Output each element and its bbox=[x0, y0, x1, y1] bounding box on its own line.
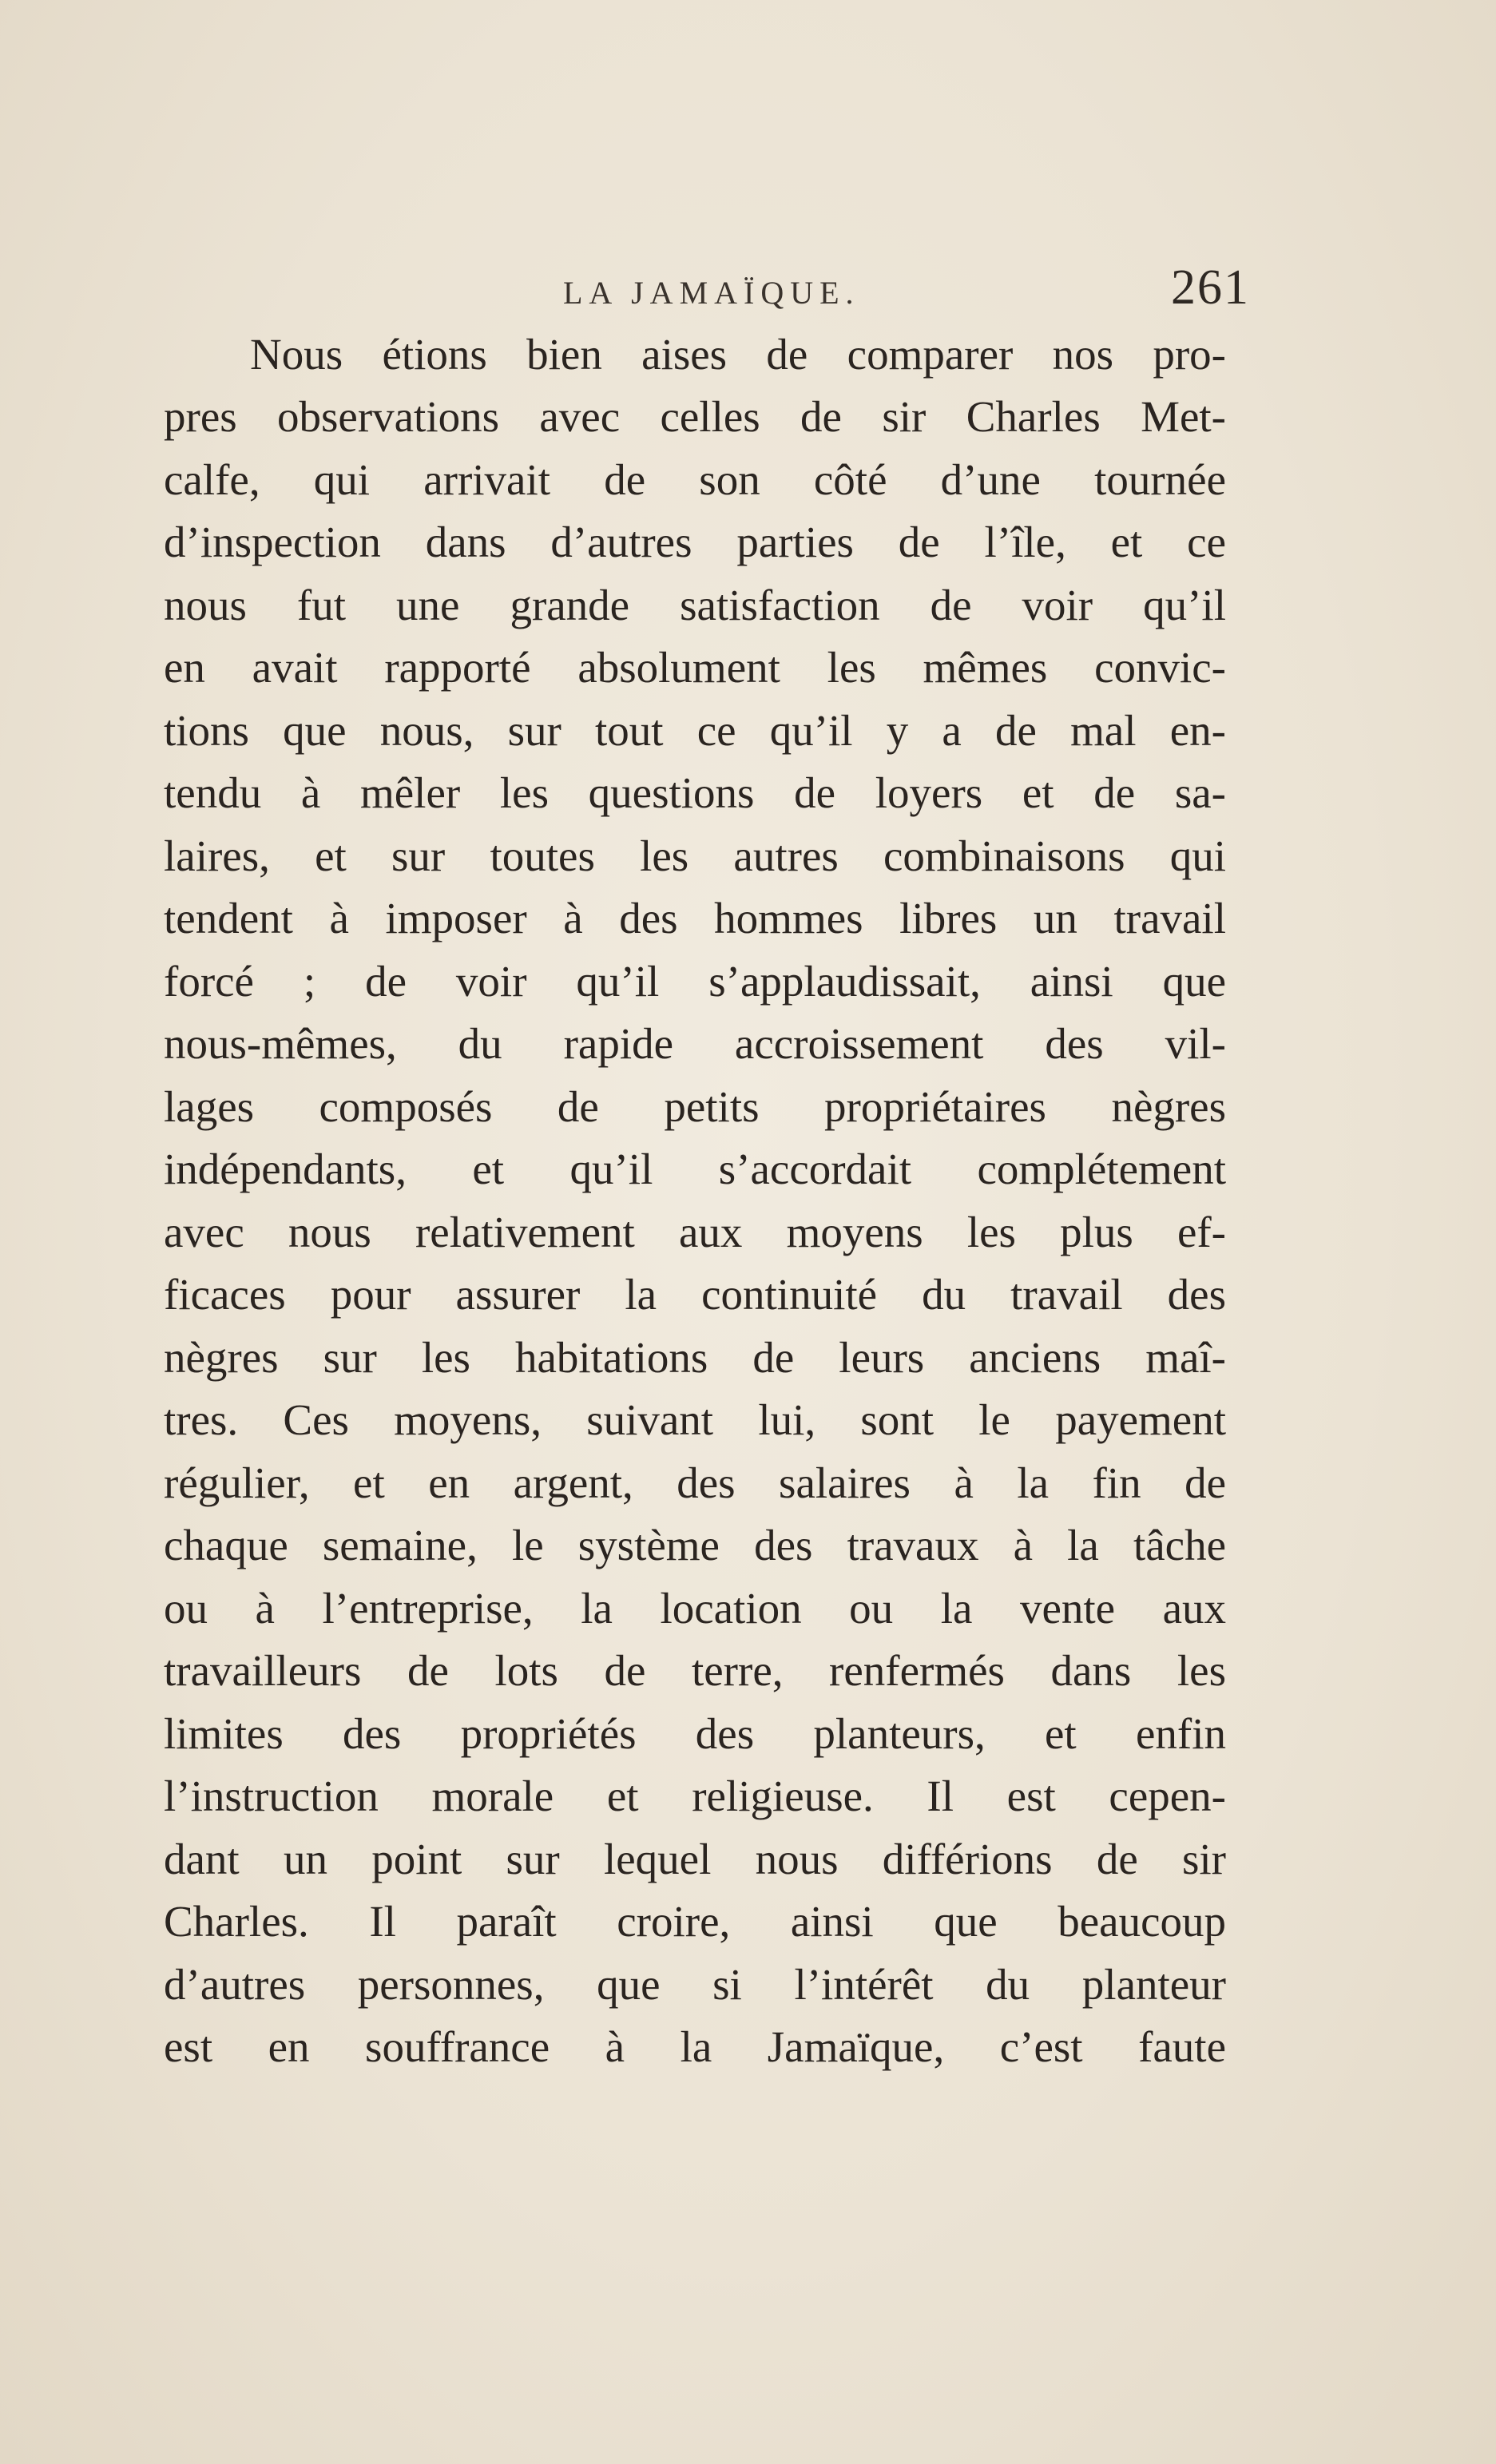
text-line: nègres sur les habitations de leurs anciens maî- bbox=[164, 1333, 1226, 1382]
text-line: lages composés de petits propriétaires nègres bbox=[164, 1082, 1226, 1131]
text-line: limites des propriétés des planteurs, et enfin bbox=[164, 1709, 1226, 1758]
text-line: d’autres personnes, que si l’intérêt du planteur bbox=[164, 1960, 1226, 2009]
text-line: régulier, et en argent, des salaires à la fin de bbox=[164, 1458, 1226, 1507]
text-line: Charles. Il paraît croire, ainsi que beaucoup bbox=[164, 1897, 1226, 1946]
text-line: forcé ; de voir qu’il s’applaudissait, ainsi que bbox=[164, 957, 1226, 1006]
text-line: tres. Ces moyens, suivant lui, sont le payement bbox=[164, 1395, 1226, 1444]
text-line: travailleurs de lots de terre, renfermés dans les bbox=[164, 1646, 1226, 1695]
page-number: 261 bbox=[1171, 260, 1250, 315]
text-line: ou à l’entreprise, la location ou la vente aux bbox=[164, 1584, 1226, 1633]
text-line: nous-mêmes, du rapide accroissement des vil- bbox=[164, 1019, 1226, 1068]
text-line: pres observations avec celles de sir Charles Met- bbox=[164, 392, 1226, 441]
text-line: chaque semaine, le système des travaux à la tâche bbox=[164, 1521, 1226, 1569]
text-line: en avait rapporté absolument les mêmes convic- bbox=[164, 643, 1226, 692]
text-line: Nous étions bien aises de comparer nos pro- bbox=[250, 330, 1226, 379]
text-line: nous fut une grande satisfaction de voir qu’il bbox=[164, 581, 1226, 629]
text-line: d’inspection dans d’autres parties de l’île, et ce bbox=[164, 518, 1226, 566]
text-line: avec nous relativement aux moyens les plus ef- bbox=[164, 1208, 1226, 1256]
text-line: laires, et sur toutes les autres combinaisons qui bbox=[164, 831, 1226, 880]
text-line: calfe, qui arrivait de son côté d’une tournée bbox=[164, 455, 1226, 504]
text-line: indépendants, et qu’il s’accordait complétement bbox=[164, 1145, 1226, 1193]
text-line: tions que nous, sur tout ce qu’il y a de mal en- bbox=[164, 706, 1226, 755]
running-title: LA JAMAÏQUE. bbox=[563, 275, 860, 311]
running-head bbox=[164, 260, 1250, 331]
text-line: est en souffrance à la Jamaïque, c’est faute bbox=[164, 2022, 1226, 2071]
text-line: tendu à mêler les questions de loyers et de sa- bbox=[164, 768, 1226, 817]
text-line: dant un point sur lequel nous différions de sir bbox=[164, 1835, 1226, 1883]
text-line: ficaces pour assurer la continuité du travail des bbox=[164, 1270, 1226, 1319]
text-line: l’instruction morale et religieuse. Il est cepen- bbox=[164, 1772, 1226, 1820]
body-text bbox=[164, 323, 1226, 2145]
text-line: tendent à imposer à des hommes libres un travail bbox=[164, 894, 1226, 942]
